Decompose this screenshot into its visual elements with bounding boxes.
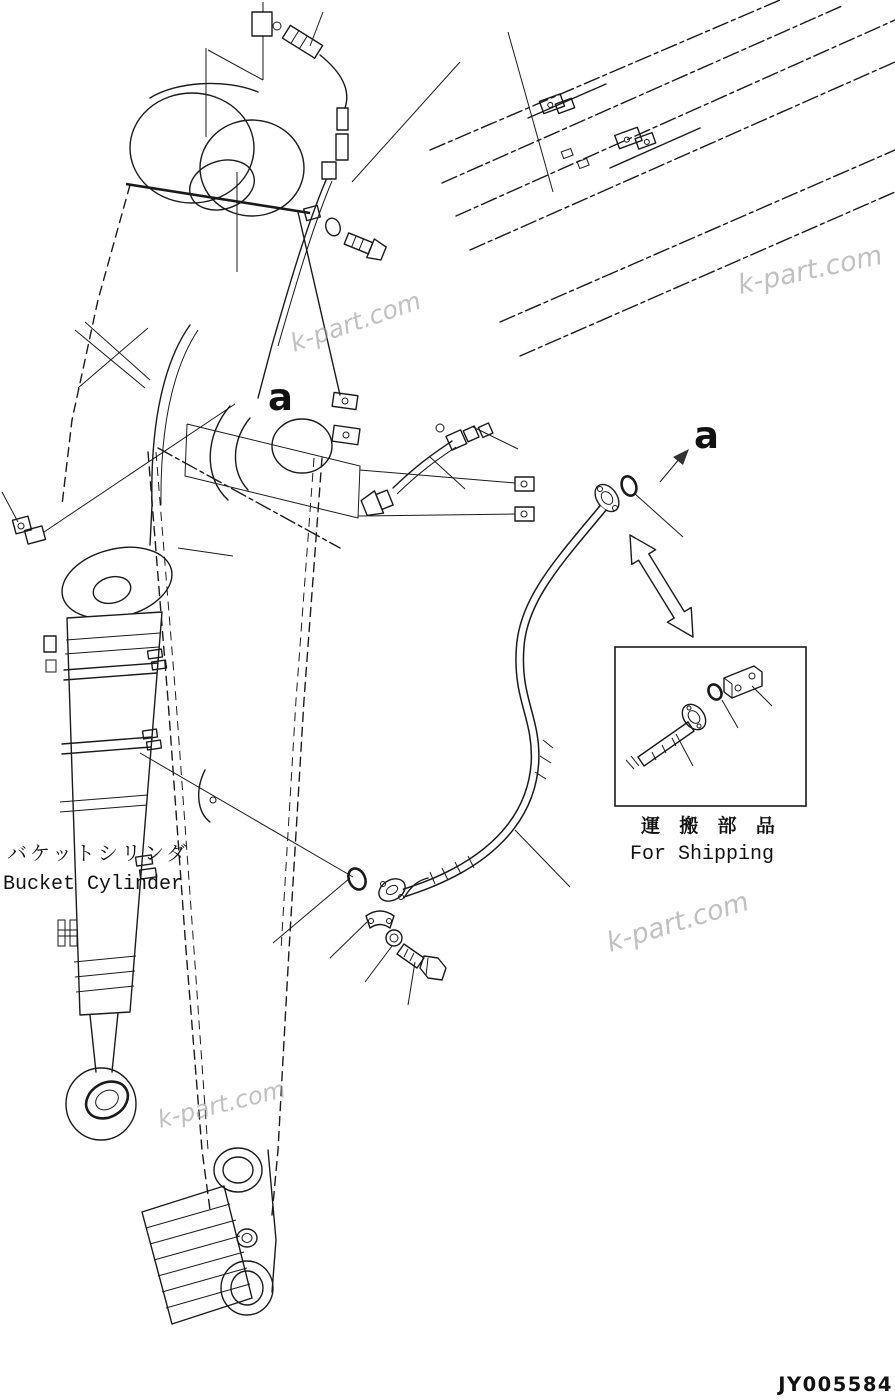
- cylinder-h-bracket: [58, 920, 77, 946]
- shipping-label-jp: 運 搬 部 品: [641, 816, 782, 837]
- arm-pivot-boss: [126, 83, 310, 218]
- watermark-middle-left: k-part.com: [286, 285, 425, 358]
- hose-guide-bracket: [199, 770, 210, 822]
- view-marker-right: a: [694, 414, 719, 457]
- view-a-arrowhead: [673, 449, 689, 465]
- shipping-label-en: For Shipping: [630, 843, 775, 866]
- watermark-top-right: k-part.com: [735, 239, 886, 301]
- bucket-cylinder-label-jp: バケットシリンダ: [7, 843, 190, 865]
- short-hose: [360, 423, 493, 519]
- watermark-bottom-left: k-part.com: [154, 1075, 289, 1134]
- cylinder-mount-bracket: [75, 322, 150, 388]
- bucket-cylinder-label-en: Bucket Cylinder: [3, 873, 184, 896]
- long-hose: [345, 480, 624, 980]
- watermark-middle-right: k-part.com: [602, 886, 753, 959]
- pipe-elbow-fitting: [252, 12, 272, 36]
- shipping-parts-box: [615, 647, 806, 806]
- head-bolt: [343, 229, 388, 263]
- arm-tube-socket: [158, 406, 515, 548]
- cylinder-tube: [67, 612, 162, 1015]
- view-marker-left: a: [268, 376, 293, 419]
- split-flange-clamp: [366, 911, 394, 928]
- boom-clamp-blocks: [539, 91, 655, 169]
- double-arrow: [630, 535, 693, 637]
- bucket-cylinder: [44, 325, 198, 1140]
- washer: [386, 930, 402, 946]
- boom-phantom-lines: [430, 0, 895, 356]
- hex-bolt: [397, 944, 446, 980]
- drawing-number: JY005584: [778, 1373, 893, 1396]
- arm-foot: [142, 1148, 276, 1324]
